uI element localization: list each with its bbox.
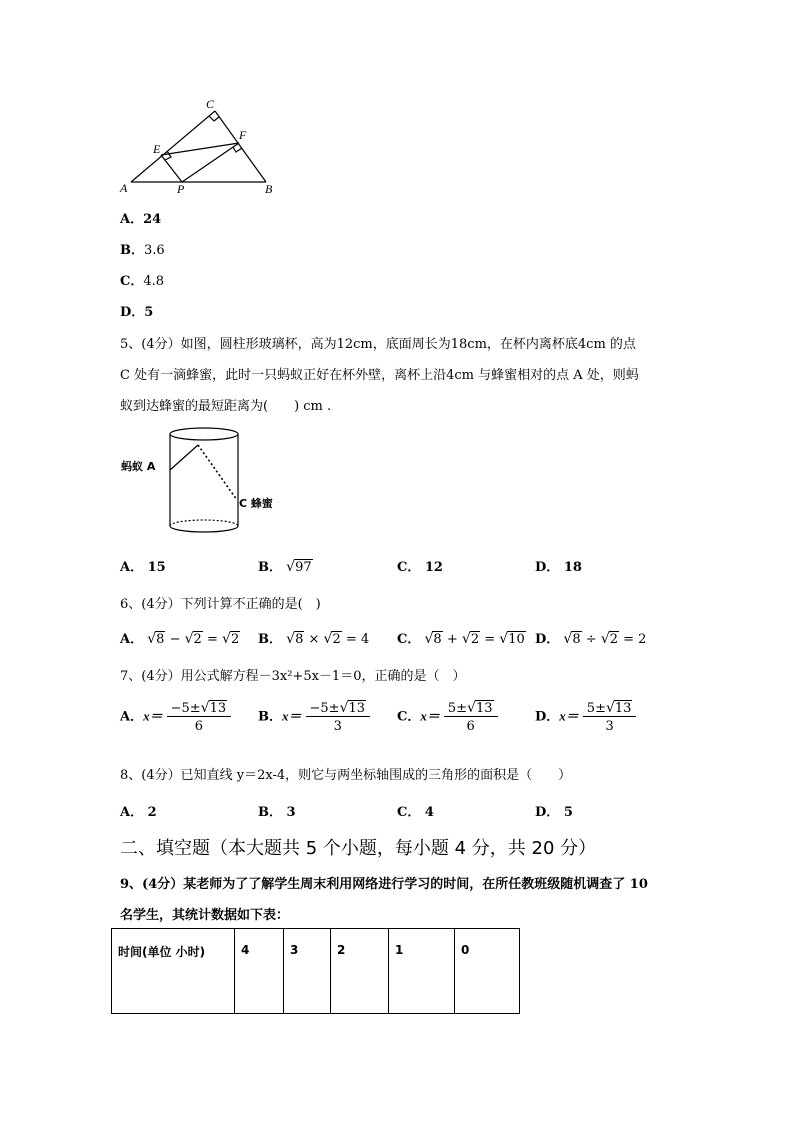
right-angle-c <box>209 116 219 121</box>
label-a: A <box>120 181 128 195</box>
q7-option-a: A．x＝ $\frac{-5\pm√13}{6}$ <box>120 700 231 734</box>
cylinder-top <box>170 428 238 440</box>
q5-option-d: D． 18 <box>535 560 582 575</box>
q6-option-d: D． √8 ÷ √2 = 2 <box>535 631 647 647</box>
cylinder-figure <box>118 425 288 540</box>
label-b: B <box>265 182 273 196</box>
q8-option-d: D． 5 <box>535 805 573 820</box>
label-e: E <box>153 142 161 156</box>
q7-stem: 7、(4分）用公式解方程－3x²+5x－1＝0，正确的是（ ） <box>120 669 466 684</box>
q7-option-c: C．x＝ $\frac{5\pm√13}{6}$ <box>397 700 498 734</box>
segment-pe <box>161 155 182 182</box>
honey-label: C 蜂蜜 <box>239 497 273 510</box>
q8-option-b: B． 3 <box>258 805 296 820</box>
label-p: P <box>177 182 185 196</box>
table-cell: 2 <box>331 929 389 1014</box>
q5-option-c: C． 12 <box>397 560 443 575</box>
q6-stem: 6、(4分）下列计算不正确的是( ) <box>120 597 321 612</box>
q5-line-2: C 处有一滴蜂蜜，此时一只蚂蚁正好在杯外壁，离杯上沿4cm 与蜂蜜相对的点 A 处，则蚂 <box>120 368 639 383</box>
ant-label: 蚂蚁 A <box>121 460 156 473</box>
ant-path-dotted <box>198 445 237 500</box>
q4-option-c: C．4.8 <box>120 274 165 289</box>
table-cell: 0 <box>455 929 520 1014</box>
q5-line-3: 蚁到达蜂蜜的最短距离为( ) cm . <box>120 399 332 414</box>
label-c: C <box>206 97 215 111</box>
q8-stem: 8、(4分）已知直线 y＝2x-4，则它与两坐标轴围成的三角形的面积是（ ） <box>120 768 572 783</box>
ant-path-solid <box>170 445 198 470</box>
section-2-heading: 二、填空题（本大题共 5 个小题，每小题 4 分，共 20 分） <box>120 838 597 859</box>
q5-option-b: B． √97 <box>258 559 312 575</box>
q8-option-c: C． 4 <box>397 805 434 820</box>
q4-option-b: B．3.6 <box>120 243 165 258</box>
q9-line-2: 名学生，其统计数据如下表： <box>120 908 290 923</box>
segment-ef <box>161 143 239 155</box>
segment-pf <box>182 143 239 182</box>
cylinder-bottom-back <box>170 520 238 526</box>
segment-cb <box>215 111 266 182</box>
table-cell-header: 时间(单位 小时) <box>112 929 235 1014</box>
q4-option-a: A．24 <box>120 212 162 227</box>
q6-option-c: C． √8 + √2 = √10 <box>397 631 525 647</box>
q9-line-1: 9、(4分）某老师为了了解学生周末利用网络进行学习的时间，在所任教班级随机调查了 10 <box>120 877 648 892</box>
table-cell: 4 <box>235 929 284 1014</box>
right-angle-f <box>233 147 242 152</box>
q5-line-1: 5、(4分）如图，圆柱形玻璃杯，高为12cm，底面周长为18cm，在杯内离杯底4cm 的点 <box>120 337 636 352</box>
triangle-figure <box>115 95 285 200</box>
q4-option-d: D．5 <box>120 305 154 320</box>
q6-option-b: B． √8 × √2 = 4 <box>258 631 370 647</box>
cylinder-bottom-front <box>170 526 238 532</box>
q6-option-a: A． √8 − √2 = √2 <box>120 631 240 647</box>
q7-option-b: B．x＝ $\frac{-5\pm√13}{3}$ <box>258 700 370 734</box>
table-row <box>112 929 520 1014</box>
q9-stats-table <box>111 928 520 1014</box>
q7-option-d: D．x＝ $\frac{5\pm√13}{3}$ <box>535 700 636 734</box>
label-f: F <box>239 128 247 142</box>
table-cell: 1 <box>389 929 455 1014</box>
q5-option-a: A． 15 <box>120 560 166 575</box>
table-cell: 3 <box>284 929 331 1014</box>
q8-option-a: A． 2 <box>120 805 157 820</box>
